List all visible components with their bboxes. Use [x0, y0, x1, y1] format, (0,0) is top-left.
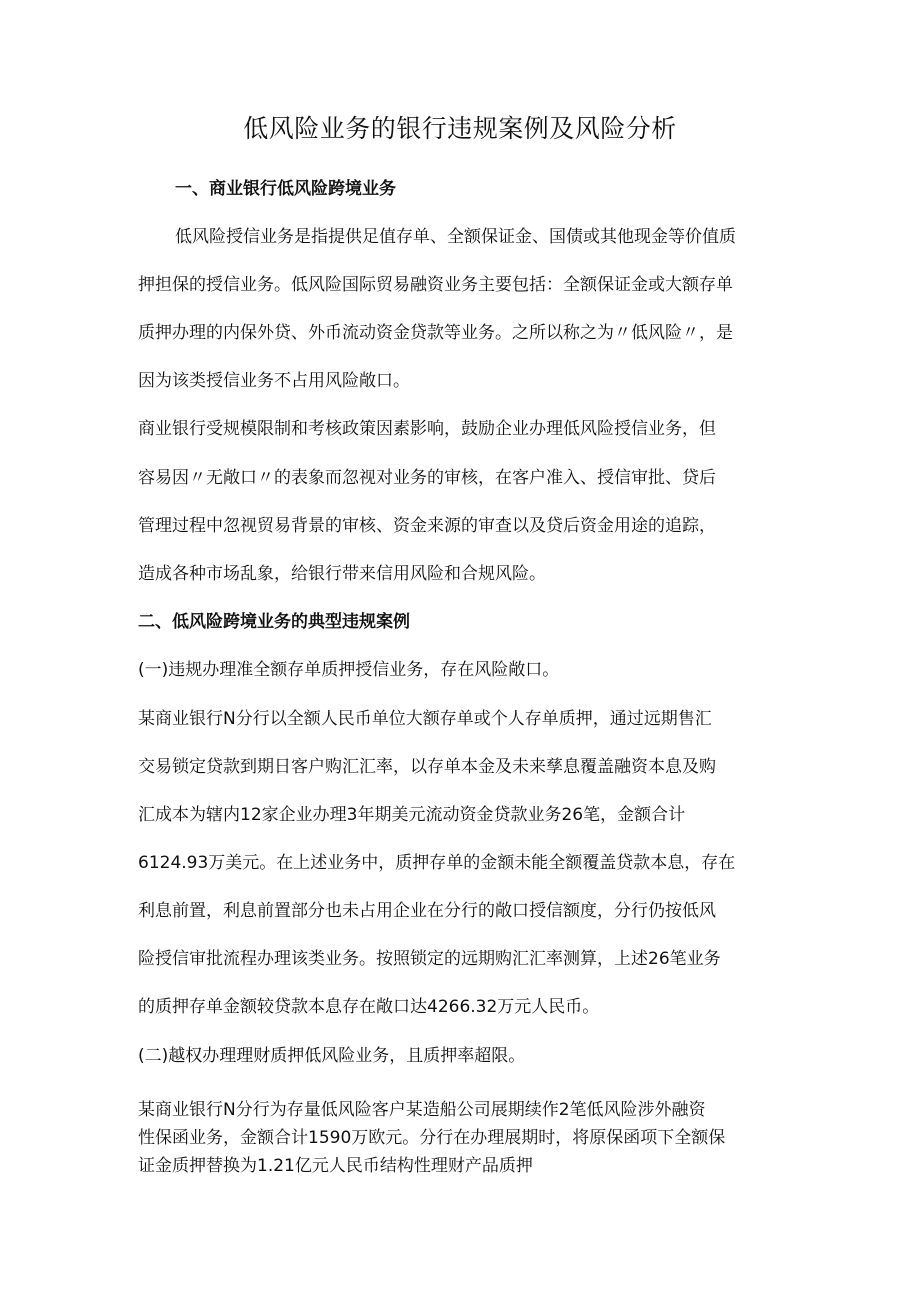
paragraph-line: 商业银行受规模限制和考核政策因素影响，鼓励企业办理低风险授信业务，但	[138, 419, 716, 439]
paragraph-line: 容易因〃无敞口〃的表象而忽视对业务的审核，在客户准入、授信审批、贷后	[138, 468, 716, 488]
paragraph-line: 造成各种市场乱象，给银行带来信用风险和合规风险。	[138, 564, 546, 584]
paragraph-line: 交易锁定贷款到期日客户购汇汇率，以存单本金及未来孳息覆盖融资本息及购	[138, 757, 716, 777]
paragraph-line: 性保函业务，金额合计1590万欧元。分行在办理展期时，将原保函项下全额保	[138, 1128, 726, 1148]
section1-heading: 一、商业银行低风险跨境业务	[175, 179, 396, 199]
paragraph-line: 某商业银行N分行为存量低风险客户某造船公司展期续作2笔低风险涉外融资	[138, 1100, 706, 1120]
paragraph-line: 险授信审批流程办理该类业务。按照锁定的远期购汇汇率测算，上述26笔业务	[138, 949, 721, 969]
paragraph-line: 某商业银行N分行以全额人民币单位大额存单或个人存单质押，通过远期售汇	[138, 709, 712, 729]
paragraph-line: 汇成本为辖内12家企业办理3年期美元流动资金贷款业务26笔，金额合计	[138, 805, 686, 825]
paragraph-line: 利息前置，利息前置部分也未占用企业在分行的敞口授信额度，分行仍按低风	[138, 901, 716, 921]
paragraph-line: 6124.93万美元。在上述业务中，质押存单的金额未能全额覆盖贷款本息，存在	[138, 853, 736, 873]
paragraph-line: 因为该类授信业务不占用风险敞口。	[138, 371, 410, 391]
document-title: 低风险业务的银行违规案例及风险分析	[243, 114, 677, 143]
paragraph-line: 低风险授信业务是指提供足值存单、全额保证金、国债或其他现金等价值质	[175, 227, 736, 247]
paragraph-line: 押担保的授信业务。低风险国际贸易融资业务主要包括：全额保证金或大额存单	[138, 275, 733, 295]
case2-subheading: (二)越权办理理财质押低风险业务，且质押率超限。	[138, 1046, 526, 1066]
paragraph-line: 管理过程中忽视贸易背景的审核、资金来源的审查以及贷后资金用途的追踪，	[138, 516, 716, 536]
paragraph-line: 的质押存单金额较贷款本息存在敞口达4266.32万元人民币。	[138, 997, 600, 1017]
paragraph-line: 证金质押替换为1.21亿元人民币结构性理财产品质押	[138, 1156, 533, 1176]
section2-heading: 二、低风险跨境业务的典型违规案例	[138, 612, 410, 632]
case1-subheading: (一)违规办理准全额存单质押授信业务，存在风险敞口。	[138, 660, 560, 680]
paragraph-line: 质押办理的内保外贷、外币流动资金贷款等业务。之所以称之为〃低风险〃，是	[138, 323, 733, 343]
